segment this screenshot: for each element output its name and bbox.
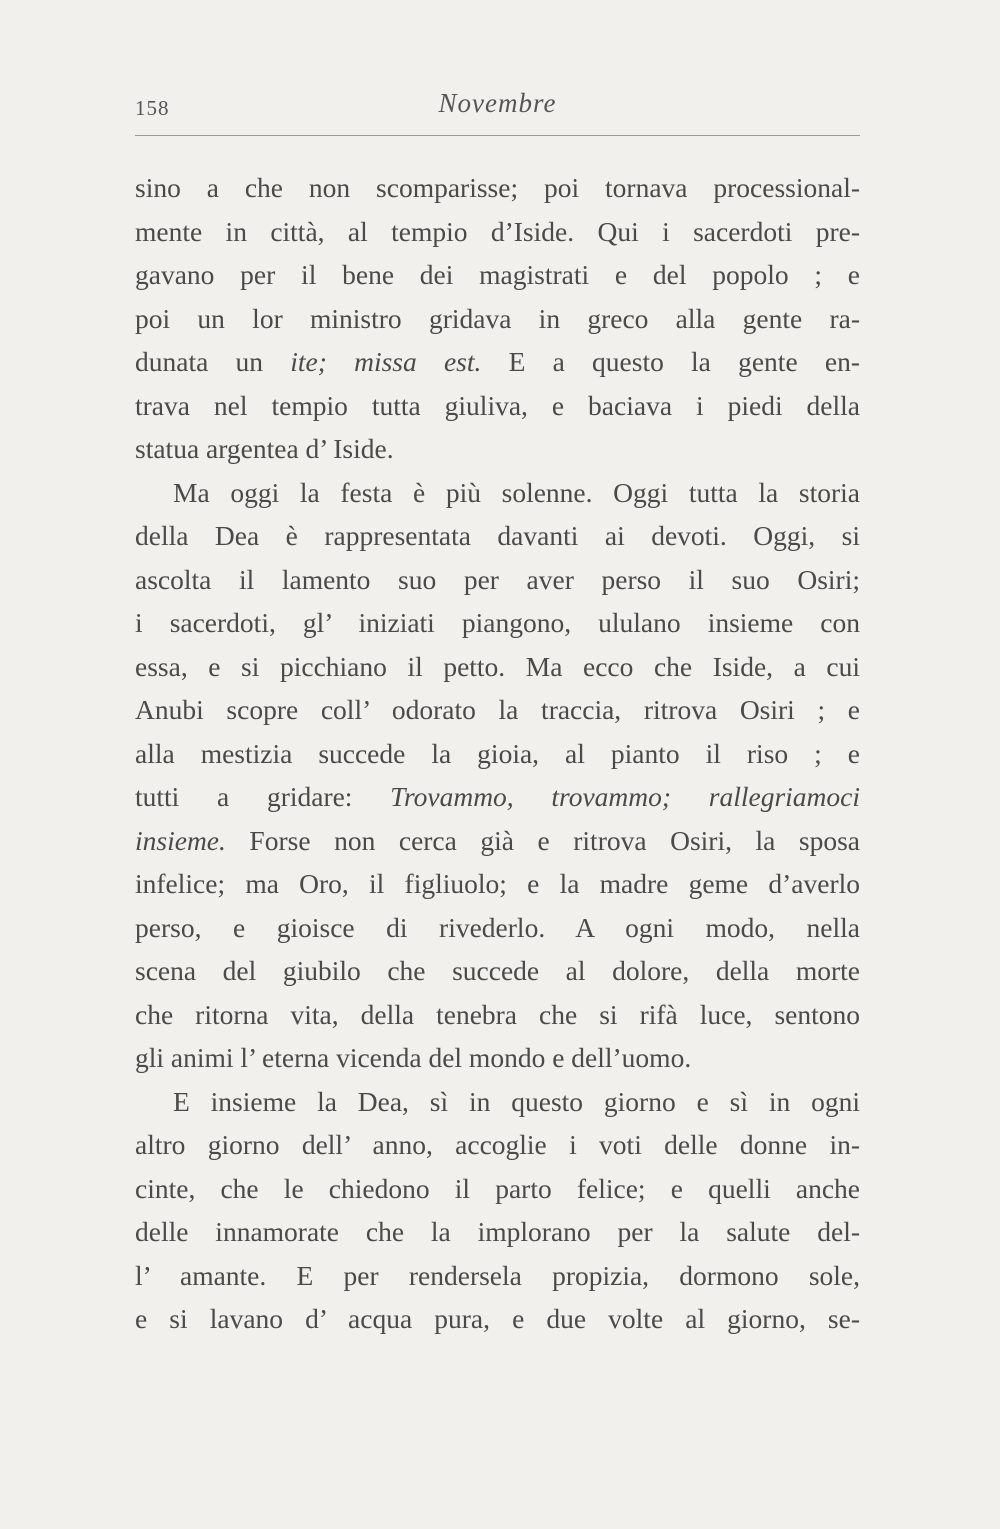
text-line: l’ amante. E per rendersela propizia, dormono sole,: [135, 1259, 860, 1291]
text-line: statua argentea d’ Iside.: [135, 433, 394, 464]
text-span: dunata un: [135, 346, 291, 377]
paragraph: [135, 166, 860, 471]
text-span: Forse non cerca già e ritrova Osiri, la sposa: [225, 824, 860, 856]
text-line: altro giorno dell’ anno, accoglie i voti delle donne in-: [135, 1129, 860, 1160]
text-line: poi un lor ministro gridava in greco alla gente ra-: [135, 302, 860, 334]
body-text: [135, 166, 860, 1341]
text-line: delle innamorate che la implorano per la salute del-: [135, 1216, 860, 1247]
text-line: Ma oggi la festa è più solenne. Oggi tutta la storia: [173, 476, 860, 508]
text-line: gli animi l’ eterna vicenda del mondo e dell’uomo.: [135, 1042, 692, 1073]
text-line: della Dea è rappresentata davanti ai devoti. Oggi, si: [135, 520, 860, 551]
text-line: E insieme la Dea, sì in questo giorno e sì in ogni: [173, 1085, 860, 1117]
text-line: ascolta il lamento suo per aver perso il suo Osiri;: [135, 563, 860, 595]
text-line: Anubi scopre coll’ odorato la traccia, ritrova Osiri ; e: [135, 694, 860, 725]
text-line: gavano per il bene dei magistrati e del popolo ; e: [135, 259, 860, 290]
text-line: alla mestizia succede la gioia, al pianto il riso ; e: [135, 737, 860, 769]
text-line: [135, 340, 860, 384]
text-line: perso, e gioisce di rivederlo. A ogni modo, nella: [135, 911, 860, 943]
text-line: essa, e si picchiano il petto. Ma ecco che Iside, a cui: [135, 650, 860, 682]
text-line: trava nel tempio tutta giuliva, e baciava i piedi della: [135, 389, 860, 421]
page-number: 158: [135, 96, 170, 120]
text-line: i sacerdoti, gl’ iniziati piangono, ululano insieme con: [135, 607, 860, 638]
paragraph: [135, 1080, 860, 1341]
text-line: che ritorna vita, della tenebra che si rifà luce, sentono: [135, 998, 860, 1030]
text-line: cinte, che le chiedono il parto felice; e quelli anche: [135, 1172, 860, 1204]
italic-phrase: insieme.: [135, 824, 226, 856]
paragraph: [135, 471, 860, 1080]
text-span: E a questo la gente en-: [481, 346, 860, 377]
italic-phrase: ite; missa est.: [290, 346, 482, 377]
header-rule: [135, 135, 860, 136]
italic-phrase: Trovammo, trovammo; rallegriamoci: [390, 781, 860, 812]
text-line: [135, 819, 860, 863]
text-line: sino a che non scomparisse; poi tornava processional-: [135, 172, 860, 203]
text-line: mente in città, al tempio d’Iside. Qui i sacerdoti pre-: [135, 215, 860, 247]
text-line: scena del giubilo che succede al dolore, della morte: [135, 955, 860, 986]
text-span: tutti a gridare:: [135, 781, 391, 812]
running-title: Novembre: [438, 88, 557, 118]
page-header: [135, 88, 860, 122]
text-line: infelice; ma Oro, il figliuolo; e la madre geme d’averlo: [135, 868, 860, 899]
text-line: [135, 775, 860, 819]
text-line: e si lavano d’ acqua pura, e due volte al giorno, se-: [135, 1303, 860, 1334]
